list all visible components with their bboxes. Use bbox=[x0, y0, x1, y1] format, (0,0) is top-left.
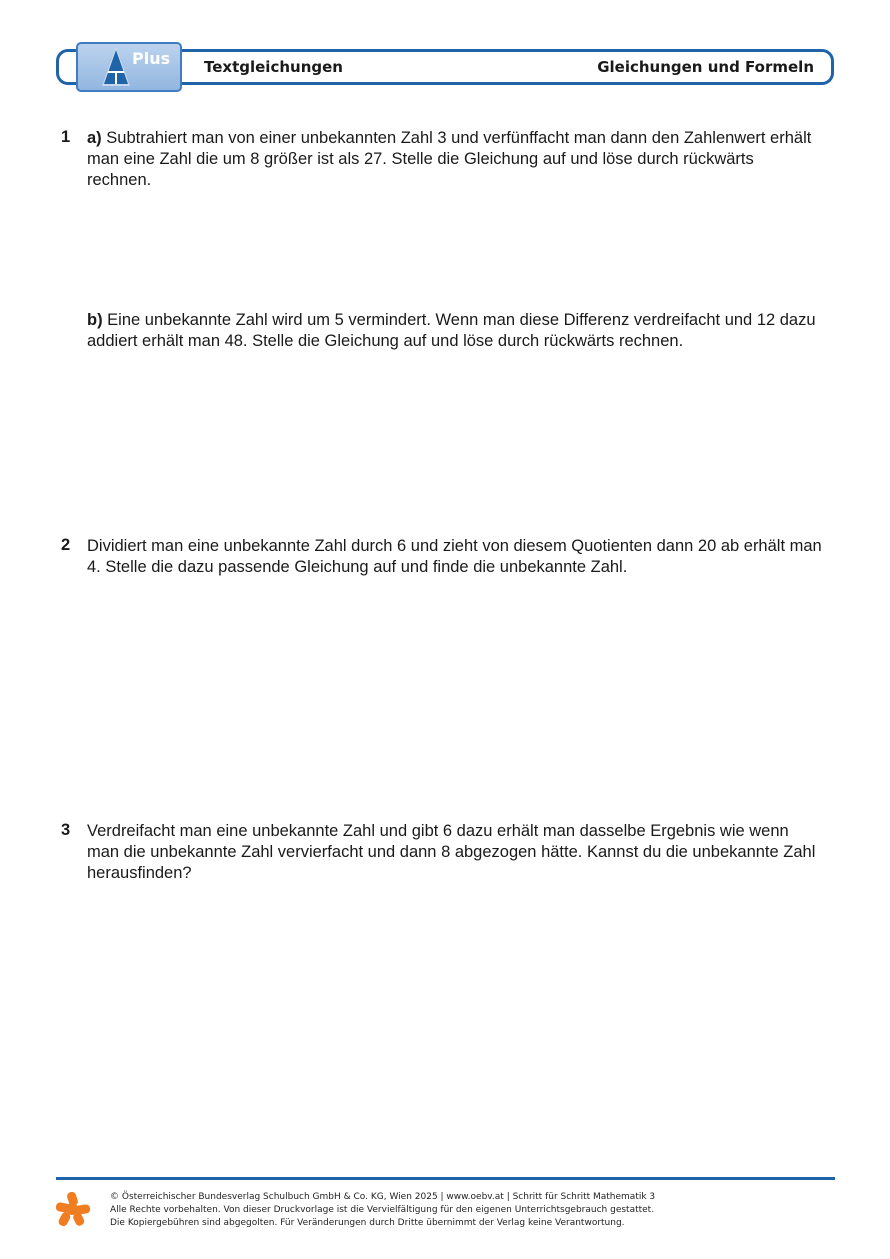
task-1b-label: b) bbox=[87, 311, 103, 329]
publisher-star-icon bbox=[54, 1190, 92, 1228]
task-3-number: 3 bbox=[61, 821, 71, 839]
task-1a-label: a) bbox=[87, 129, 102, 147]
chapter-title: Gleichungen und Formeln bbox=[597, 58, 814, 76]
task-1b-text bbox=[87, 310, 822, 352]
task-2-text: Dividiert man eine unbekannte Zahl durch 6 und zieht von diesem Quotienten dann 20 ab erhält man 4. Stelle die dazu passende Gleichung auf und finde die unbekannte Zahl. bbox=[87, 537, 822, 576]
footer-line-3: Die Kopiergebühren sind abgegolten. Für Veränderungen durch Dritte übernimmt der Verlag keine Verantwortung. bbox=[110, 1218, 625, 1228]
footer-line-1: © Österreichischer Bundesverlag Schulbuch GmbH & Co. KG, Wien 2025 | www.oebv.at | Schritt für Schritt Mathematik 3 bbox=[110, 1192, 656, 1202]
topic-title: Textgleichungen bbox=[204, 58, 343, 76]
task-1-number: 1 bbox=[61, 128, 71, 146]
task-2-number: 2 bbox=[61, 536, 71, 554]
logo-text: Plus bbox=[132, 49, 171, 68]
task-3-text: Verdreifacht man eine unbekannte Zahl und gibt 6 dazu erhält man dasselbe Ergebnis wie wenn man die unbekannte Zahl vervierfacht und dann 8 abgezogen hätte. Kannst du die unbekannte Zahl herausfinden? bbox=[87, 822, 816, 882]
plus-logo bbox=[76, 42, 182, 92]
task-1a-text bbox=[87, 128, 822, 191]
footer-line-2: Alle Rechte vorbehalten. Von dieser Druckvorlage ist die Vervielfältigung für den eigenen Unterrichtsgebrauch gestattet. bbox=[110, 1205, 655, 1215]
task-1a-body: Subtrahiert man von einer unbekannten Zahl 3 und verfünffacht man dann den Zahlenwert erhält man eine Zahl die um 8 größer ist als 27. Stelle die Gleichung auf und löse durch rückwärts rechnen. bbox=[87, 129, 812, 189]
footer-copyright bbox=[110, 1191, 655, 1230]
task-1b-body: Eine unbekannte Zahl wird um 5 vermindert. Wenn man diese Differenz verdreifacht und 12 dazu addiert erhält man 48. Stelle die Gleichung auf und löse durch rückwärts rechnen. bbox=[87, 311, 816, 350]
footer-divider bbox=[56, 1177, 835, 1180]
publisher-logo bbox=[54, 1190, 92, 1233]
